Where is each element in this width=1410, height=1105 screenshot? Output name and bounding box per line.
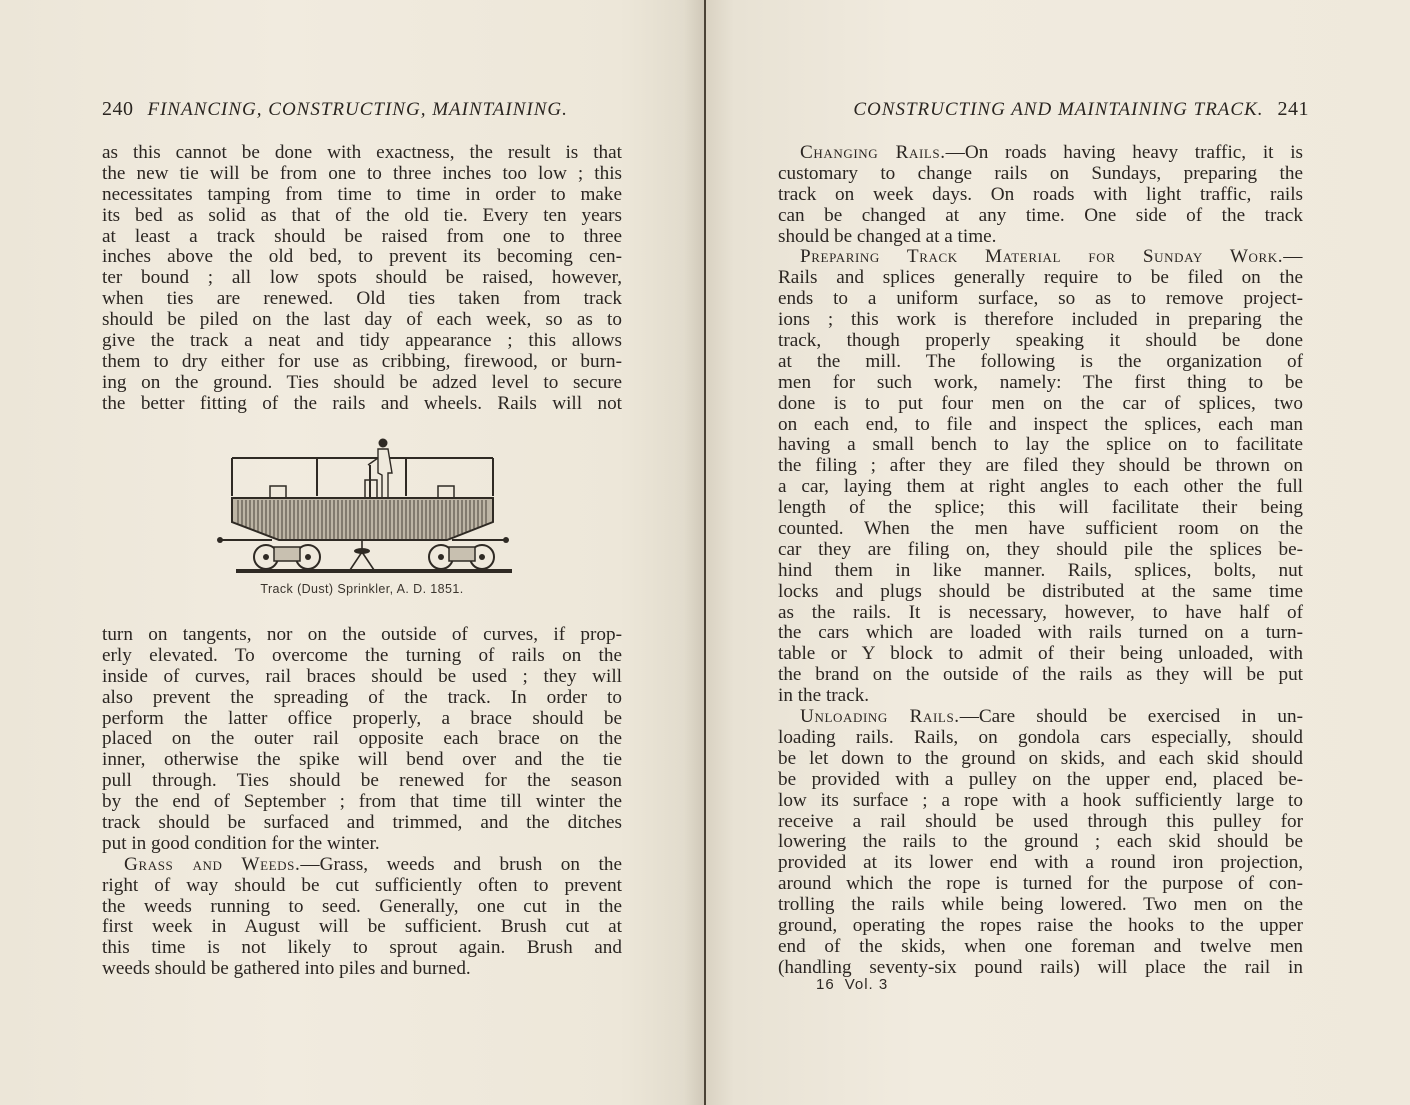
text-line: low its surface ; a rope with a hook sufficiently large to bbox=[778, 789, 1303, 811]
paragraph-ties bbox=[102, 143, 622, 415]
text-line: inner, otherwise the spike will bend over and the tie bbox=[102, 749, 622, 771]
text-line: should be piled on the last day of each week, so as to bbox=[102, 309, 622, 331]
text-line: counted. When the men have sufficient room on the bbox=[778, 518, 1303, 540]
text-line: hind them in like manner. Rails, splices, bolts, nut bbox=[778, 559, 1303, 581]
text-line: turn on tangents, nor on the outside of curves, if prop- bbox=[102, 624, 622, 645]
text-line: be let down to the ground on skids, and each skid should bbox=[778, 747, 1303, 769]
section-heading-grass-and-weeds: Grass and Weeds. bbox=[124, 853, 301, 875]
text-line: by the end of September ; from that time till winter the bbox=[102, 791, 622, 813]
text-line: also prevent the spreading of the track. In order to bbox=[102, 686, 622, 708]
right-page-body bbox=[778, 143, 1303, 979]
text-line: track, though properly speaking it should be done bbox=[778, 330, 1303, 352]
text-line: in the track. bbox=[778, 685, 870, 707]
text-line: ions ; this work is therefore included in preparing the bbox=[778, 309, 1303, 331]
left-running-head bbox=[102, 98, 622, 124]
text-line: table or Y block to admit of their being unloaded, with bbox=[778, 643, 1303, 665]
right-running-head bbox=[836, 98, 1309, 124]
text-line: locks and plugs should be distributed at the same time bbox=[778, 580, 1303, 602]
text-line: its bed as solid as that of the old tie. Every ten years bbox=[102, 204, 622, 226]
text-line: lowering the rails to the ground ; each skid should be bbox=[778, 831, 1303, 853]
text-line: around which the rope is turned for the purpose of con- bbox=[778, 873, 1303, 895]
text-line: car they are filing on, they should pile the splices be- bbox=[778, 538, 1303, 560]
text-line: provided at its lower end with a round iron projection, bbox=[778, 852, 1303, 874]
sprinkler-figure bbox=[212, 430, 512, 600]
section-heading-preparing-track-material: Preparing Track Material for Sunday Work.— bbox=[800, 246, 1303, 268]
text-line: placed on the outer rail opposite each brace on the bbox=[102, 728, 622, 750]
text-line: the cars which are loaded with rails turned on a turn- bbox=[778, 622, 1303, 644]
paragraph-rail-braces bbox=[102, 625, 622, 980]
text-line: the filing ; after they are filed they should be thrown on bbox=[778, 455, 1303, 477]
text-line: first week in August will be sufficient. Brush cut at bbox=[102, 916, 622, 938]
text-line: the new tie will be from one to three inches too low ; this bbox=[102, 162, 622, 184]
right-page bbox=[706, 0, 1410, 1105]
running-head-title-right: CONSTRUCTING AND MAINTAINING TRACK. bbox=[853, 99, 1264, 120]
text-line: end of the skids, when one foreman and twelve men bbox=[778, 935, 1303, 957]
section-heading-unloading-rails: Unloading Rails. bbox=[800, 706, 960, 728]
text-line: length of the splice; this will facilitate their being bbox=[778, 497, 1303, 519]
text-line: loading rails. Rails, on gondola cars especially, should bbox=[778, 726, 1303, 748]
text-line: —On roads having heavy traffic, it is bbox=[945, 142, 1303, 163]
text-line: right of way should be cut sufficiently often to prevent bbox=[102, 874, 622, 896]
text-line: ground, operating the ropes raise the hooks to the upper bbox=[778, 914, 1303, 936]
figure-caption: Track (Dust) Sprinkler, A. D. 1851. bbox=[260, 582, 464, 596]
text-line: erly elevated. To overcome the turning of rails on the bbox=[102, 644, 622, 666]
text-line: this time is not likely to sprout again. Brush and bbox=[102, 937, 622, 959]
text-line: track should be surfaced and trimmed, and the ditches bbox=[102, 812, 622, 834]
text-line: the brand on the outside of the rails as they will be put bbox=[778, 664, 1303, 686]
text-line: having a small bench to lay the splice on to facilitate bbox=[778, 434, 1303, 456]
text-line: as the rails. It is necessary, however, to have half of bbox=[778, 601, 1303, 623]
page-number-left: 240 bbox=[102, 98, 134, 120]
track-sprinkler-illustration bbox=[212, 430, 512, 580]
section-changing-rails-first-line bbox=[778, 143, 1303, 164]
signature-volume: Vol. 3 bbox=[844, 976, 889, 993]
text-line: done is to put four men on the car of splices, two bbox=[778, 392, 1303, 414]
text-line: ends to a uniform surface, so as to remove project- bbox=[778, 288, 1303, 310]
text-line: be provided with a pulley on the upper end, placed be- bbox=[778, 768, 1303, 790]
text-line: customary to change rails on Sundays, preparing the bbox=[778, 162, 1303, 184]
text-line: —Grass, weeds and brush on the bbox=[300, 853, 622, 875]
section-heading-changing-rails: Changing Rails. bbox=[800, 142, 946, 163]
text-line: ing on the ground. Ties should be adzed level to secure bbox=[102, 371, 622, 393]
running-head-title-left: FINANCING, CONSTRUCTING, MAINTAINING. bbox=[147, 99, 568, 120]
text-line: receive a rail should be used through this pulley for bbox=[778, 810, 1303, 832]
text-line: ter bound ; all low spots should be raised, however, bbox=[102, 267, 622, 289]
text-line: give the track a neat and tidy appearance ; this allows bbox=[102, 330, 622, 352]
text-line: should be changed at a time. bbox=[778, 225, 997, 247]
text-line: the better fitting of the rails and wheels. Rails will not bbox=[102, 392, 622, 414]
text-line: a car, laying them at right angles to each other the full bbox=[778, 476, 1303, 498]
text-line: track on week days. On roads with light traffic, rails bbox=[778, 183, 1303, 205]
printer-signature bbox=[816, 976, 888, 993]
text-line: pull through. Ties should be renewed for the season bbox=[102, 770, 622, 792]
text-line: as this cannot be done with exactness, the result is that bbox=[102, 142, 622, 163]
text-line: on each end, to file and inspect the splices, each man bbox=[778, 413, 1303, 435]
text-line: can be changed at any time. One side of the track bbox=[778, 204, 1303, 226]
text-line: inches above the old bed, to prevent its becoming cen- bbox=[102, 246, 622, 268]
text-line: inside of curves, rail braces should be used ; they will bbox=[102, 665, 622, 687]
page-number-right: 241 bbox=[1277, 98, 1309, 120]
signature-sheet-number: 16 bbox=[816, 976, 835, 993]
text-line: when ties are renewed. Old ties taken from track bbox=[102, 288, 622, 310]
text-line: —Care should be exercised in un- bbox=[959, 706, 1303, 728]
text-line: trolling the rails while being lowered. Two men on the bbox=[778, 894, 1303, 916]
text-line: necessitates tamping from time to time in order to make bbox=[102, 183, 622, 205]
text-line: Rails and splices generally require to be filed on the bbox=[778, 267, 1303, 289]
text-line: them to dry either for use as cribbing, firewood, or burn- bbox=[102, 350, 622, 372]
text-line: perform the latter office properly, a brace should be bbox=[102, 707, 622, 729]
text-line: put in good condition for the winter. bbox=[102, 832, 380, 854]
text-line: at the mill. The following is the organization of bbox=[778, 350, 1303, 372]
text-line: weeds should be gathered into piles and burned. bbox=[102, 958, 471, 980]
text-line: at least a track should be raised from one to three bbox=[102, 225, 622, 247]
section-grass-and-weeds-first-line bbox=[102, 855, 622, 876]
text-line: (handling seventy-six pound rails) will place the rail in bbox=[778, 956, 1303, 978]
section-unloading-rails-first-line bbox=[778, 707, 1303, 728]
text-line: the weeds running to seed. Generally, one cut in the bbox=[102, 895, 622, 917]
text-line: men for such work, namely: The first thing to be bbox=[778, 371, 1303, 393]
